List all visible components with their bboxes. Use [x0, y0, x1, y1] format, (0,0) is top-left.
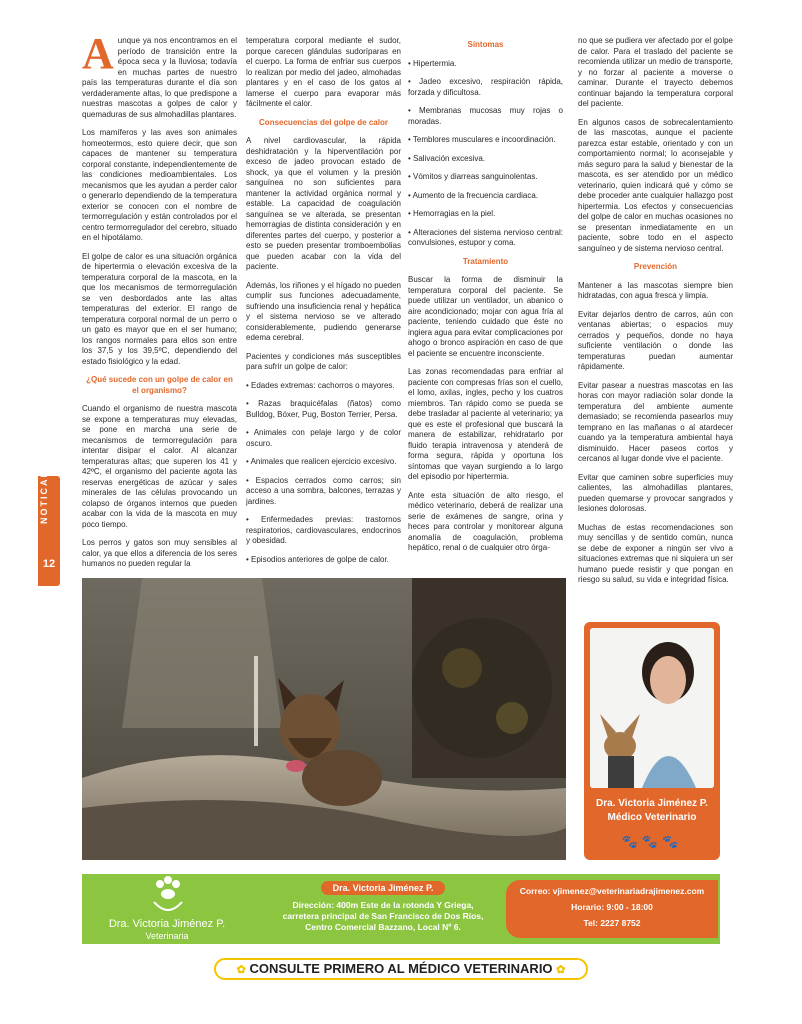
article-column-4 [578, 36, 733, 594]
paragraph: temperatura corporal mediante el sudor, porque carecen glándulas sudoríparas en el cuerpo. La forma de enfriar sus cuerpos lo realizan por medio del jadeo, almohadas plantares y en el caso de los gatos al lamerse el cuerpo para evaporar más fácilmente el calor. [246, 36, 401, 108]
paragraph: Evitar pasear a nuestras mascotas en las horas con mayor radiación solar donde la temperatura del ambiente aumente demasiado; se recomienda pasearlos muy temprano en las mañanas o al atardecer cuando ya la temperatura ambiental haya disminuido. Hacer paseos cortos y cercanos al lugar donde vive el paciente. [578, 380, 733, 463]
hours-text: Horario: 9:00 - 18:00 [571, 902, 653, 912]
paw-print-icon: ✿ [556, 964, 566, 976]
paragraph: Buscar la forma de disminuir la temperatura corporal del paciente. Se puede utilizar un ventilador, un abanico o aire acondicionado; mojar con agua fría al paciente, teniendo cuidado que éste no ingiera agua para evitar complicaciones por ahogo o bronco aspiración en caso de que el paciente se encuentre inconsciente. [408, 275, 563, 358]
phone-link[interactable]: Tel: 2227 8752 [583, 918, 641, 928]
list-item: • Temblores musculares e incoordinación. [408, 135, 556, 144]
paw-heart-icon [82, 874, 252, 918]
address-line: Dirección: 400m Este de la rotonda Y Griega, [292, 900, 474, 910]
dropcap: A [82, 29, 114, 78]
vet-role: Médico Veterinario [607, 812, 697, 823]
section-heading: Síntomas [467, 40, 504, 49]
paragraph: Evitar dejarlos dentro de carros, aún con ventanas abiertas; o espacios muy cerrados y pequeños, donde no haya suficiente ventilación o donde las temperaturas puedan aumentar rápidamente. [578, 309, 733, 371]
article-column-3 [408, 36, 563, 562]
list-item: • Hemorragias en la piel. [408, 209, 496, 218]
list-item: • Jadeo excesivo, respiración rápida, forzada y dificultosa. [408, 77, 563, 97]
vet-name: Dra. Victoria Jiménez P. [596, 798, 708, 809]
email-link[interactable]: Correo: vjimenez@veterinariadrajimenez.com [519, 886, 705, 896]
clinic-address-block [258, 878, 508, 940]
list-item: • Alteraciones del sistema nervioso central: convulsiones, estupor y coma. [408, 227, 563, 247]
clinic-banner [82, 874, 720, 944]
article-column-1 [82, 29, 237, 578]
paragraph: Además, los riñones y el hígado no pueden cumplir sus funciones adecuadamente, sufriendo una insuficiencia renal y hepática y el sistema nervioso se ve alterado considerablemente, pudiendo generarse edema cerebral. [246, 280, 401, 342]
clinic-name-pill: Dra. Victoria Jiménez P. [321, 881, 446, 895]
paragraph: no que se pudiera ver afectado por el golpe de calor. Para el traslado del paciente se recomienda utilizar un medio de transporte, y no forzar al paciente a moverse o caminar. Durante el trayecto debemos continuar bajando la temperatura corporal del paciente. [578, 36, 733, 108]
paragraph: unque ya nos encontramos en el período de transición entre la época seca y la lluviosa; todavía en muchas partes de nuestro país las temperaturas durante el día son verdaderamente altas, lo que predispone a nuestras mascotas a golpes de calor y quemaduras de sus almohadillas plantares. [82, 36, 237, 119]
address-line: Centro Comercial Bazzano, Local Nº 6. [305, 922, 461, 932]
list-item: • Vómitos y diarreas sanguinolentas. [408, 172, 538, 181]
paragraph: En algunos casos de sobrecalentamiento de las mascotas, aunque el paciente parezca estar estable, orientado y con un comportamiento normal; lo aconsejable y más seguro para la salud y bienestar de la mascota, es ser atendido por un médico veterinario, quien indicará qué y cómo se debe proceder ante cualquier hallazgo post hipertermia. Los efectos y consecuencias del golpe de calor en muchas ocasiones no se presentan inmediatamente en un paciente, sobre todo en el aspecto sanguíneo y de sistema nervioso central. [578, 117, 733, 253]
paragraph: Evitar que caminen sobre superficies muy calientes, las almohadillas plantares, pueden quemarse y provocar sangrados y lesiones dolorosas. [578, 472, 733, 513]
clinic-logo [82, 874, 252, 944]
paragraph: Pacientes y condiciones más susceptibles para sufrir un golpe de calor: [246, 351, 401, 371]
page-number: 12 [42, 558, 56, 570]
dog-fountain-photo [82, 578, 566, 860]
side-tab [38, 469, 60, 586]
list-item: • Animales con pelaje largo y de color oscuro. [246, 428, 401, 448]
list-item: • Salivación excesiva. [408, 153, 486, 163]
list-item: • Membranas mucosas muy rojas o moradas. [408, 106, 563, 126]
section-heading: Prevención [633, 262, 678, 271]
address-line: carretera principal de San Francisco de Dos Ríos, [282, 911, 484, 921]
profile-card [584, 622, 720, 860]
paragraph: Los perros y gatos son muy sensibles al calor, ya que ellos a diferencia de los seres humanos no pueden regular la [82, 538, 237, 568]
list-item: • Enfermedades previas: trastornos respiratorios, cardiovasculares, endocrinos y obesidad. [246, 515, 401, 545]
list-item: • Animales que realicen ejercicio excesivo. [246, 457, 397, 466]
paragraph: Las zonas recomendadas para enfriar al paciente con compresas frías son el cuello, el lomo, axilas, ingles, pecho y los cuatros miembros. Tan rápido como se pueda se debe trasladar al paciente al veterinario; ya que es este el profesional que buscará la manera de estabilizar, rehidratarlo por fluido terapia intravenosa y atenderá de forma segura, rápida y oportuna los síntomas que vayan surgiendo a lo largo del episodio por hipertermia. [408, 367, 563, 481]
paragraph: A nivel cardiovascular, la rápida deshidratación y la hiperventilación por exceso de jadeo provocan estado de shock, ya que el volumen y la presión sanguínea no son suficientes para mantener la actividad orgánica normal y estable. La capacidad de coagulación sanguínea se ve alterada, se presentan hemorragias de distinta consideración y en diferentes partes del cuerpo, y posterior a esto se pueden presentar tromboembolias que pueden acabar con la vida del paciente. [246, 136, 401, 271]
paragraph: Muchas de estas recomendaciones son muy sencillas y de sentido común, nunca se debe de exponer a ningún ser vivo a situaciones extremas que ni siquiera un ser humano puede resistir y que pongan en riesgo su salud, su vida e integridad física. [578, 522, 733, 584]
section-heading: Consecuencias del golpe de calor [259, 117, 388, 127]
dog-photo-illustration [82, 578, 566, 860]
contact-block [506, 880, 718, 938]
paragraph: Ante esta situación de alto riesgo, el médico veterinario, deberá de realizar una serie de exámenes de sangre, orina y heces para controlar y monitorear alguna anomalía de coagulación, problema hepático, renal o de cualquier otro órga- [408, 490, 563, 552]
call-to-action [214, 958, 588, 980]
list-item: • Aumento de la frecuencia cardiaca. [408, 190, 538, 200]
logo-subtitle: Veterinaria [145, 931, 189, 941]
paragraph: Cuando el organismo de nuestra mascota se expone a temperaturas muy elevadas, se pone en marcha una serie de mecanismos de termorregulación para intentar disipar el calor. Al alcanzar temperaturas altas; que superen los 41 y 42ºC, el organismo del paciente agota las reservas energéticas de azúcar y sales minerales de las células provocando un colapso de órganos internos que pueden acabar con la vida de la mascota en muy poco tiempo. [82, 404, 237, 529]
paragraph: El golpe de calor es una situación orgánica de hipertermia o elevación excesiva de la temperatura corporal de la mascota, en la que los mecanismos de termorregulación se ven desbordados ante las altas temperaturas del exterior. El rango de temperatura corporal normal de un perro o un gato es mayor que en el ser humano; los rangos normales para ellos son entre los 37,5 y los 39,5ºC, dependiendo del estado fisiológico y la edad. [82, 251, 237, 366]
section-heading: ¿Qué sucede con un golpe de calor en el organismo? [86, 375, 233, 395]
paw-print-icon: 🐾🐾🐾 [621, 834, 683, 849]
list-item: • Espacios cerrados como carros; sin acceso a una sombra, balcones, terrazas y jardines. [246, 475, 401, 506]
profile-photo [590, 628, 714, 788]
list-item: • Edades extremas: cachorros o mayores. [246, 380, 395, 390]
list-item: • Razas braquicéfalas (ñatos) como Bulldog, Bóxer, Pug, Boston Terrier, Persa. [246, 399, 401, 419]
list-item: • Episodios anteriores de golpe de calor. [246, 554, 389, 564]
logo-name: Dra. Victoria Jiménez P. [108, 918, 226, 930]
article-column-2 [246, 36, 401, 573]
vet-with-chihuahua-illustration [590, 628, 714, 788]
paw-print-icon: ✿ [236, 964, 246, 976]
cta-text: CONSULTE PRIMERO AL MÉDICO VETERINARIO [249, 961, 553, 976]
section-heading: Tratamiento [462, 256, 509, 266]
magazine-brand: NOTICAN [39, 469, 49, 524]
paragraph: Los mamíferos y las aves son animales homeotermos, esto quiere decir, que son capaces de mantener su temperatura corporal constante, independientemente de las condiciones medioambientales. Los mecanismos que les ayudan a perder calor o generarlo dependiendo de la temperatura exterior se conocen con el nombre de termorregulación y están controlados por el centro termorregulador del cerebro, situado en el hipotálamo. [82, 128, 237, 242]
list-item: • Hipertermia. [408, 58, 457, 68]
paragraph: Mantener a las mascotas siempre bien hidratadas, con agua fresca y limpia. [578, 280, 733, 300]
